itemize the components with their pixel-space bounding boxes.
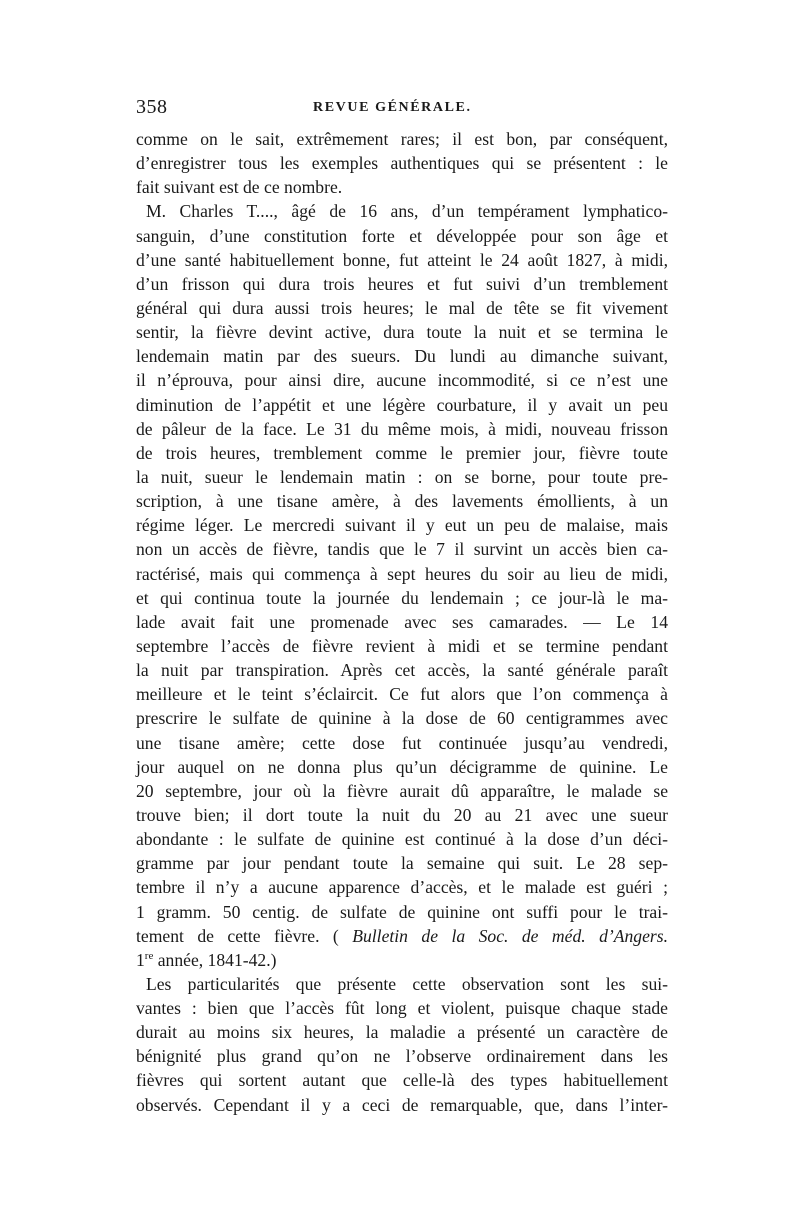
text-line: gramme par jour pendant toute la semaine qui suit. Le 28 sep- bbox=[136, 853, 668, 874]
text-line: 20 septembre, jour où la fièvre aurait dû apparaître, le malade se bbox=[136, 780, 668, 801]
text-line: prescrire le sulfate de quinine à la dose de 60 centigrammes avec bbox=[136, 708, 668, 729]
reference-year-rest: année, 1841-42.) bbox=[153, 949, 277, 970]
text-line: tembre il n’y a aucune apparence d’accès, et le malade est guéri ; bbox=[136, 877, 668, 898]
text-line: sentir, la fièvre devint active, dura toute la nuit et se termina le bbox=[136, 322, 668, 343]
paragraph-start-line: M. Charles T...., âgé de 16 ans, d’un tempérament lymphatico- bbox=[146, 201, 668, 222]
reference-year-line bbox=[136, 948, 668, 972]
running-title: REVUE GÉNÉRALE. bbox=[313, 100, 472, 115]
text-line: scription, à une tisane amère, à des lavements émollients, à un bbox=[136, 491, 668, 512]
page-number: 358 bbox=[136, 96, 168, 118]
text-line: trouve bien; il dort toute la nuit du 20 au 21 avec une sueur bbox=[136, 804, 668, 825]
text-line: abondante : le sulfate de quinine est continué à la dose d’un déci- bbox=[136, 829, 668, 850]
text-line: une tisane amère; cette dose fut continuée jusqu’au vendredi, bbox=[136, 732, 668, 753]
reference-year-number: 1 bbox=[136, 949, 145, 970]
text-line: bénignité plus grand qu’on ne l’observe ordinairement dans les bbox=[136, 1046, 668, 1067]
text-line: comme on le sait, extrêmement rares; il est bon, par conséquent, bbox=[136, 129, 668, 149]
text-line: d’une santé habituellement bonne, fut atteint le 24 août 1827, à midi, bbox=[136, 249, 668, 270]
body-text bbox=[136, 127, 668, 1117]
text-line: général qui dura aussi trois heures; le mal de tête se fit vivement bbox=[136, 297, 668, 318]
text-line: la nuit par transpiration. Après cet accès, la santé générale paraît bbox=[136, 660, 668, 681]
reference-year-sup: re bbox=[144, 949, 154, 962]
text-line: vantes : bien que l’accès fût long et violent, puisque chaque stade bbox=[136, 998, 668, 1019]
text-line: d’enregistrer tous les exemples authentiques qui se présentent : le bbox=[136, 153, 668, 174]
text-line: ractérisé, mais qui commença à sept heures du soir au lieu de midi, bbox=[136, 563, 668, 584]
text-line: lade avait fait une promenade avec ses camarades. — Le 14 bbox=[136, 611, 668, 632]
text-line: d’un frisson qui dura trois heures et fut suivi d’un tremblement bbox=[136, 273, 668, 294]
text-line: fièvres qui sortent autant que celle-là des types habituellement bbox=[136, 1070, 668, 1091]
reference-title: Bulletin de la Soc. de méd. d’Angers. bbox=[352, 925, 668, 946]
text-line: durait au moins six heures, la maladie a présenté un caractère de bbox=[136, 1022, 668, 1043]
text-line: septembre l’accès de fièvre revient à midi et se termine pendant bbox=[136, 635, 668, 656]
text-line: 1 gramm. 50 centig. de sulfate de quinine ont suffi pour le trai- bbox=[136, 901, 668, 922]
text-line: diminution de l’appétit et une légère courbature, il y avait un peu bbox=[136, 394, 668, 415]
text-line: jour auquel on ne donna plus qu’un décigramme de quinine. Le bbox=[136, 756, 668, 777]
text-line: lendemain matin par des sueurs. Du lundi au dimanche suivant, bbox=[136, 346, 668, 367]
text-line: fait suivant est de ce nombre. bbox=[136, 177, 343, 198]
text-line: sanguin, d’une constitution forte et développée pour son âge et bbox=[136, 225, 668, 246]
reference-prefix: tement de cette fièvre. ( bbox=[136, 925, 353, 946]
text-line: et qui continua toute la journée du lendemain ; ce jour-là le ma- bbox=[136, 587, 668, 608]
text-line: régime léger. Le mercredi suivant il y eut un peu de malaise, mais bbox=[136, 515, 668, 536]
text-line: de pâleur de la face. Le 31 du même mois, à midi, nouveau frisson bbox=[136, 418, 668, 439]
text-line: observés. Cependant il y a ceci de remarquable, que, dans l’inter- bbox=[136, 1094, 668, 1115]
reference-line bbox=[136, 924, 668, 948]
text-line: meilleure et le teint s’éclaircit. Ce fut alors que l’on commença à bbox=[136, 684, 668, 705]
page-header bbox=[136, 96, 666, 122]
paragraph-start-line: Les particularités que présente cette observation sont les sui- bbox=[146, 973, 668, 994]
text-line: il n’éprouva, pour ainsi dire, aucune incommodité, si ce n’est une bbox=[136, 370, 668, 391]
text-line: non un accès de fièvre, tandis que le 7 il survint un accès bien ca- bbox=[136, 539, 668, 560]
text-line: la nuit, sueur le lendemain matin : on se borne, pour toute pre- bbox=[136, 466, 668, 487]
text-line: de trois heures, tremblement comme le premier jour, fièvre toute bbox=[136, 442, 668, 463]
